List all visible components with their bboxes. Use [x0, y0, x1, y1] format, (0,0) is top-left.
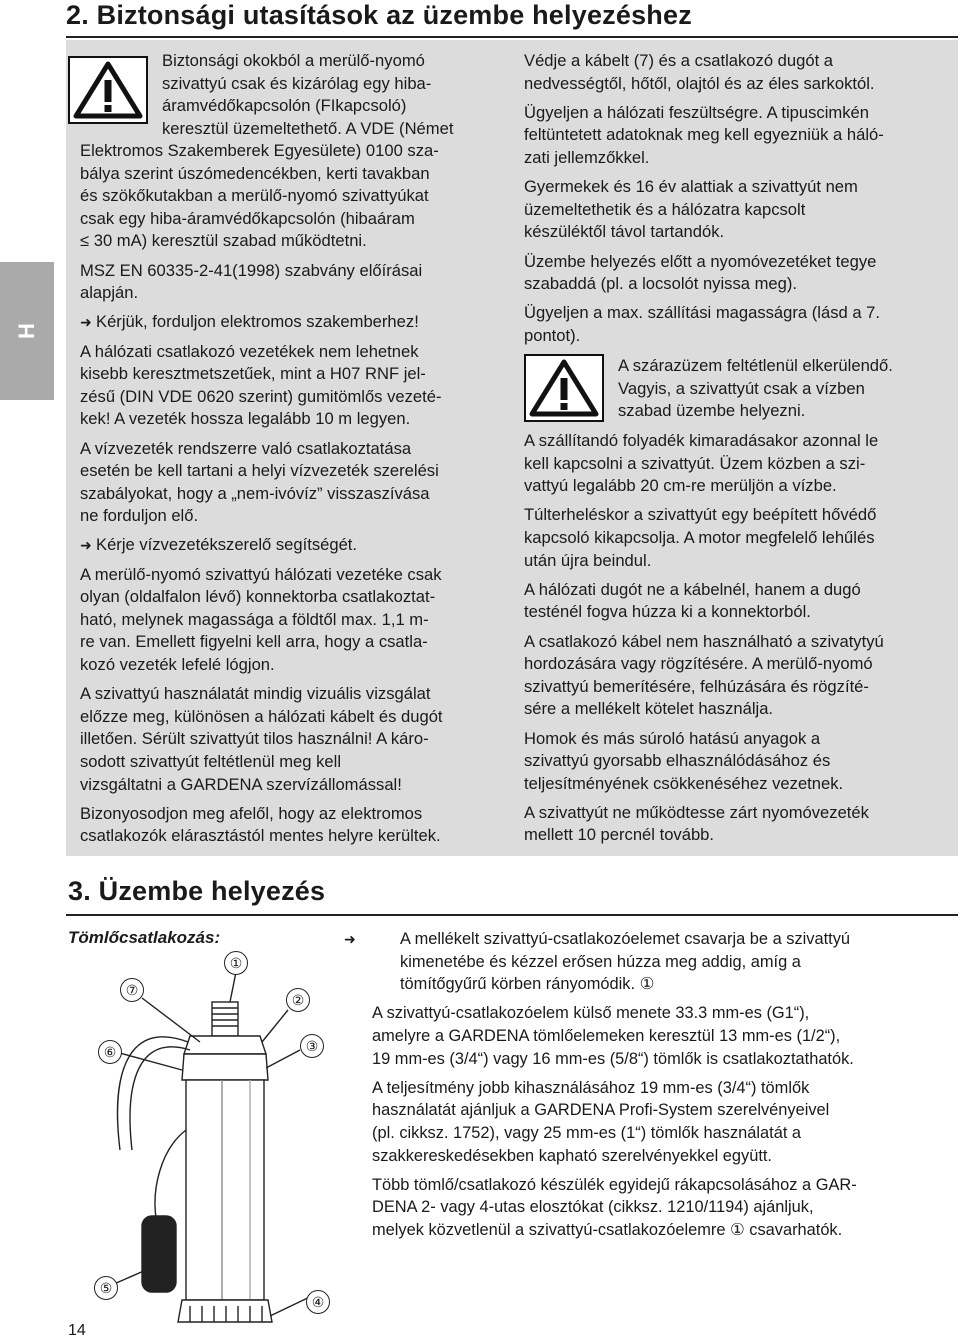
- rcd-paragraph: [80, 140, 510, 253]
- text-line: szivattyú gyorsabb elhasználódásához és: [524, 751, 831, 771]
- text-line: Elektromos Szakemberek Egyesülete) 0100 sza-: [80, 141, 439, 160]
- right-paragraph: [524, 430, 954, 498]
- text-line: testénél fogva húzza ki a konnektorból.: [524, 602, 811, 622]
- pump-illustration: [90, 950, 350, 1330]
- text-line: keresztül üzemeltethető. A VDE (Német: [162, 118, 454, 138]
- callout-4: ④: [306, 1290, 330, 1314]
- text-line: pontot).: [524, 325, 581, 345]
- text-line: Több tömlő/csatlakozó készülék egyidejű rákapcsolásához a GAR-: [372, 1175, 857, 1194]
- distributor-paragraph: [372, 1174, 957, 1242]
- warning-intro: [162, 50, 502, 140]
- text-line: zésű (DIN VDE 0620 szerint) gumitömlős vezeté-: [80, 386, 442, 406]
- text-line: Üzembe helyezés előtt a nyomóvezetéket tegye: [524, 251, 877, 271]
- text-line: esetén be kell tartani a helyi vízvezeték szerelési: [80, 461, 439, 481]
- text-line: üzemeltethetik és a hálózatra kapcsolt: [524, 199, 806, 219]
- right-paragraph: [524, 728, 954, 796]
- socket-paragraph: [80, 564, 510, 677]
- arrow-right-icon: ➜: [80, 537, 92, 554]
- right-paragraph: [524, 579, 954, 624]
- text-line: készüléktől távol tartandók.: [524, 222, 725, 242]
- text-line: tömítőgyűrű körben rányomódik. ①: [400, 975, 655, 994]
- text-line: Védje a kábelt (7) és a csatlakozó dugót a: [524, 51, 834, 70]
- text-line: A szállítandó folyadék kimaradásakor azonnal le: [524, 431, 879, 450]
- text-line: A hálózati csatlakozó vezetékek nem lehetnek: [80, 341, 419, 361]
- callout-6: ⑥: [98, 1040, 122, 1064]
- callout-5: ⑤: [94, 1276, 118, 1300]
- text-line: csak egy hiba-áramvédőkapcsolón (hibaáram: [80, 208, 415, 228]
- text-line: csatlakozók elárasztástól mentes helyre kerültek.: [80, 826, 441, 846]
- warning-icon: [524, 354, 604, 422]
- language-tab-label: H: [14, 323, 39, 339]
- text-line: Ügyeljen a max. szállítási magasságra (lásd a 7.: [524, 303, 881, 323]
- text-line: használatát ajánljuk a GARDENA Profi-System szerelvényeivel: [372, 1101, 830, 1120]
- text-line: nedvességtől, hőtől, olajtól és az éles sarkoktól.: [524, 73, 875, 93]
- text-line: MSZ EN 60335-2-41(1998) szabvány előírásai: [80, 260, 423, 280]
- note-text: Kérje vízvezetékszerelő segítségét.: [96, 535, 358, 555]
- text-line: Gyermekek és 16 év alattiak a szivattyút nem: [524, 177, 858, 197]
- text-line: A vízvezeték rendszerre való csatlakoztatása: [80, 438, 412, 458]
- install-step: [344, 928, 957, 996]
- text-line: Bizonyosodjon meg afelől, hogy az elektromos: [80, 803, 423, 823]
- text-line: ható, melynek magassága a földtől max. 1,1 m-: [80, 609, 429, 629]
- language-tab: [0, 262, 54, 400]
- text-line: A teljesítmény jobb kihasználásához 19 mm-es (3/4“) tömlők: [372, 1078, 810, 1097]
- text-line: és szökőkutakban a merülő-nyomó szivattyúkat: [80, 186, 429, 206]
- right-paragraph: [524, 251, 954, 296]
- callout-1: ①: [224, 951, 248, 975]
- electrician-note: [80, 311, 510, 334]
- text-line: kozó vezeték lefelé lógjon.: [80, 655, 275, 675]
- visual-check-paragraph: [80, 683, 510, 796]
- section-2-rule: [66, 36, 958, 38]
- text-line: A mellékelt szivattyú-csatlakozóelemet csavarja be a szivattyú: [400, 930, 851, 948]
- text-line: szabályokat, hogy a „nem-ivóvíz” visszaszívása: [80, 483, 430, 503]
- text-line: ne forduljon elő.: [80, 506, 199, 526]
- text-line: illetően. Sérült szivattyút tilos használni! A káro-: [80, 729, 429, 749]
- text-line: áramvédőkapcsolón (FIkapcsoló): [162, 96, 407, 116]
- text-line: (pl. cikksz. 1752), vagy 25 mm-es (1“) tömlők használatát a: [372, 1123, 802, 1142]
- text-line: Biztonsági okokból a merülő-nyomó: [162, 51, 425, 70]
- text-line: zati jellemzőkkel.: [524, 147, 650, 167]
- text-line: A szárazüzem feltétlenül elkerülendő.: [618, 356, 893, 375]
- text-line: ≤ 30 mA) keresztül szabad működtetni.: [80, 231, 367, 251]
- text-line: kimenetébe és kézzel erősen húzza meg addig, amíg a: [400, 952, 801, 971]
- text-line: szivattyú csak és kizárólag egy hiba-: [162, 73, 432, 93]
- text-line: Túlterheléskor a szivattyút egy beépített hővédő: [524, 505, 877, 525]
- callout-7: ⑦: [120, 978, 144, 1002]
- text-line: kisebb keresztmetszetűek, mint a H07 RNF jel-: [80, 364, 426, 384]
- note-text: Kérjük, forduljon elektromos szakemberhez!: [96, 312, 419, 332]
- text-line: előzze meg, különösen a hálózati kábelt és dugót: [80, 706, 443, 726]
- page-number: 14: [68, 1322, 86, 1339]
- text-line: A hálózati dugót ne a kábelnél, hanem a dugó: [524, 579, 861, 599]
- text-line: vizsgáltatni a GARDENA szervízállomással!: [80, 774, 402, 794]
- dry-run-warning: [618, 355, 958, 423]
- text-line: szivattyú bemerítésére, felhúzására és rögzíté-: [524, 676, 869, 696]
- text-line: sodott szivattyút feltétlenül meg kell: [80, 752, 342, 771]
- text-line: hordozására vagy rögzítésére. A merülő-nyomó: [524, 654, 873, 674]
- text-line: A szivattyú-csatlakozóelem külső menete 33.3 mm-es (G1“),: [372, 1004, 810, 1023]
- text-line: DENA 2- vagy 4-utas elosztókat (cikksz. 1210/1194) ajánljuk,: [372, 1198, 814, 1217]
- text-line: Homok és más súroló hatású anyagok a: [524, 728, 821, 748]
- callout-3: ③: [300, 1034, 324, 1058]
- text-line: sére a mellékelt kötelet használja.: [524, 699, 774, 719]
- right-column-bottom: [524, 430, 954, 854]
- text-line: amelyre a GARDENA tömlőelemeken keresztül 13 mm-es (1/2“),: [372, 1026, 841, 1045]
- text-line: A merülő-nyomó szivattyú hálózati vezetéke csak: [80, 564, 442, 584]
- arrow-right-icon: ➜: [80, 314, 92, 331]
- right-paragraph: [524, 302, 954, 347]
- right-paragraph: [524, 631, 954, 721]
- text-line: kapcsoló kikapcsolja. A motor megfelelő lehűlés: [524, 527, 875, 547]
- thread-paragraph: [372, 1002, 957, 1070]
- text-line: Ügyeljen a hálózati feszültségre. A tipuscimkén: [524, 102, 869, 122]
- text-line: teljesítményének csökkenéséhez vezetnek.: [524, 773, 844, 793]
- section-3-rule: [66, 914, 958, 916]
- section-3-title: 3. Üzembe helyezés: [68, 876, 326, 906]
- warning-icon: [68, 56, 148, 124]
- right-paragraph: [524, 176, 954, 244]
- right-paragraph: [524, 102, 954, 170]
- text-line: A szivattyút ne működtesse zárt nyomóvezeték: [524, 802, 869, 822]
- text-line: kek! A vezeték hossza legalább 10 m legyen.: [80, 409, 411, 429]
- callout-2: ②: [286, 988, 310, 1012]
- text-line: feltüntetett adatoknak meg kell egyezniük a háló-: [524, 125, 884, 145]
- right-paragraph: [524, 504, 954, 572]
- performance-paragraph: [372, 1077, 957, 1167]
- text-line: melyek közvetlenül a szivattyú-csatlakozóelemre ① csavarhatók.: [372, 1220, 843, 1239]
- section-2-title: 2. Biztonsági utasítások az üzembe helyezéshez: [66, 0, 692, 30]
- text-line: szabaddá (pl. a locsolót nyissa meg).: [524, 274, 798, 294]
- text-line: olyan (oldalfalon lévő) konnektorba csatlakoztat-: [80, 587, 436, 607]
- text-line: vattyú legalább 20 cm-re merüljön a vízbe.: [524, 476, 837, 496]
- text-line: szakkereskedésekben kapható szerelvényekkel együtt.: [372, 1146, 772, 1165]
- text-line: bálya szerint úszómedencékben, kerti tavakban: [80, 163, 430, 183]
- cable-paragraph: [80, 341, 510, 431]
- text-line: után újra beindul.: [524, 550, 652, 570]
- text-line: A csatlakozó kábel nem használható a szivatytyú: [524, 631, 884, 651]
- water-paragraph: [80, 438, 510, 528]
- arrow-right-icon: ➜: [344, 931, 356, 947]
- text-line: alapján.: [80, 283, 139, 303]
- flood-paragraph: [80, 803, 510, 848]
- left-column: [80, 140, 510, 855]
- plumber-note: [80, 534, 510, 557]
- hose-connection-subtitle: Tömlőcsatlakozás:: [68, 928, 221, 947]
- text-line: re van. Emellett figyelni kell arra, hogy a csatla-: [80, 632, 428, 652]
- standard-paragraph: [80, 260, 510, 305]
- text-line: A szivattyú használatát mindig vizuális vizsgálat: [80, 684, 431, 704]
- section-3-text: [344, 928, 957, 1248]
- text-line: szabad üzembe helyezni.: [618, 401, 806, 421]
- right-column-top: [524, 50, 954, 354]
- text-line: 19 mm-es (3/4“) vagy 16 mm-es (5/8“) tömlők is csatlakoztathatók.: [372, 1049, 854, 1068]
- right-paragraph: [524, 802, 954, 847]
- text-line: kell kapcsolni a szivattyút. Üzem közben a szi-: [524, 453, 866, 473]
- text-line: Vagyis, a szivattyút csak a vízben: [618, 378, 865, 398]
- right-paragraph: [524, 50, 954, 95]
- text-line: mellett 10 percnél tovább.: [524, 825, 715, 845]
